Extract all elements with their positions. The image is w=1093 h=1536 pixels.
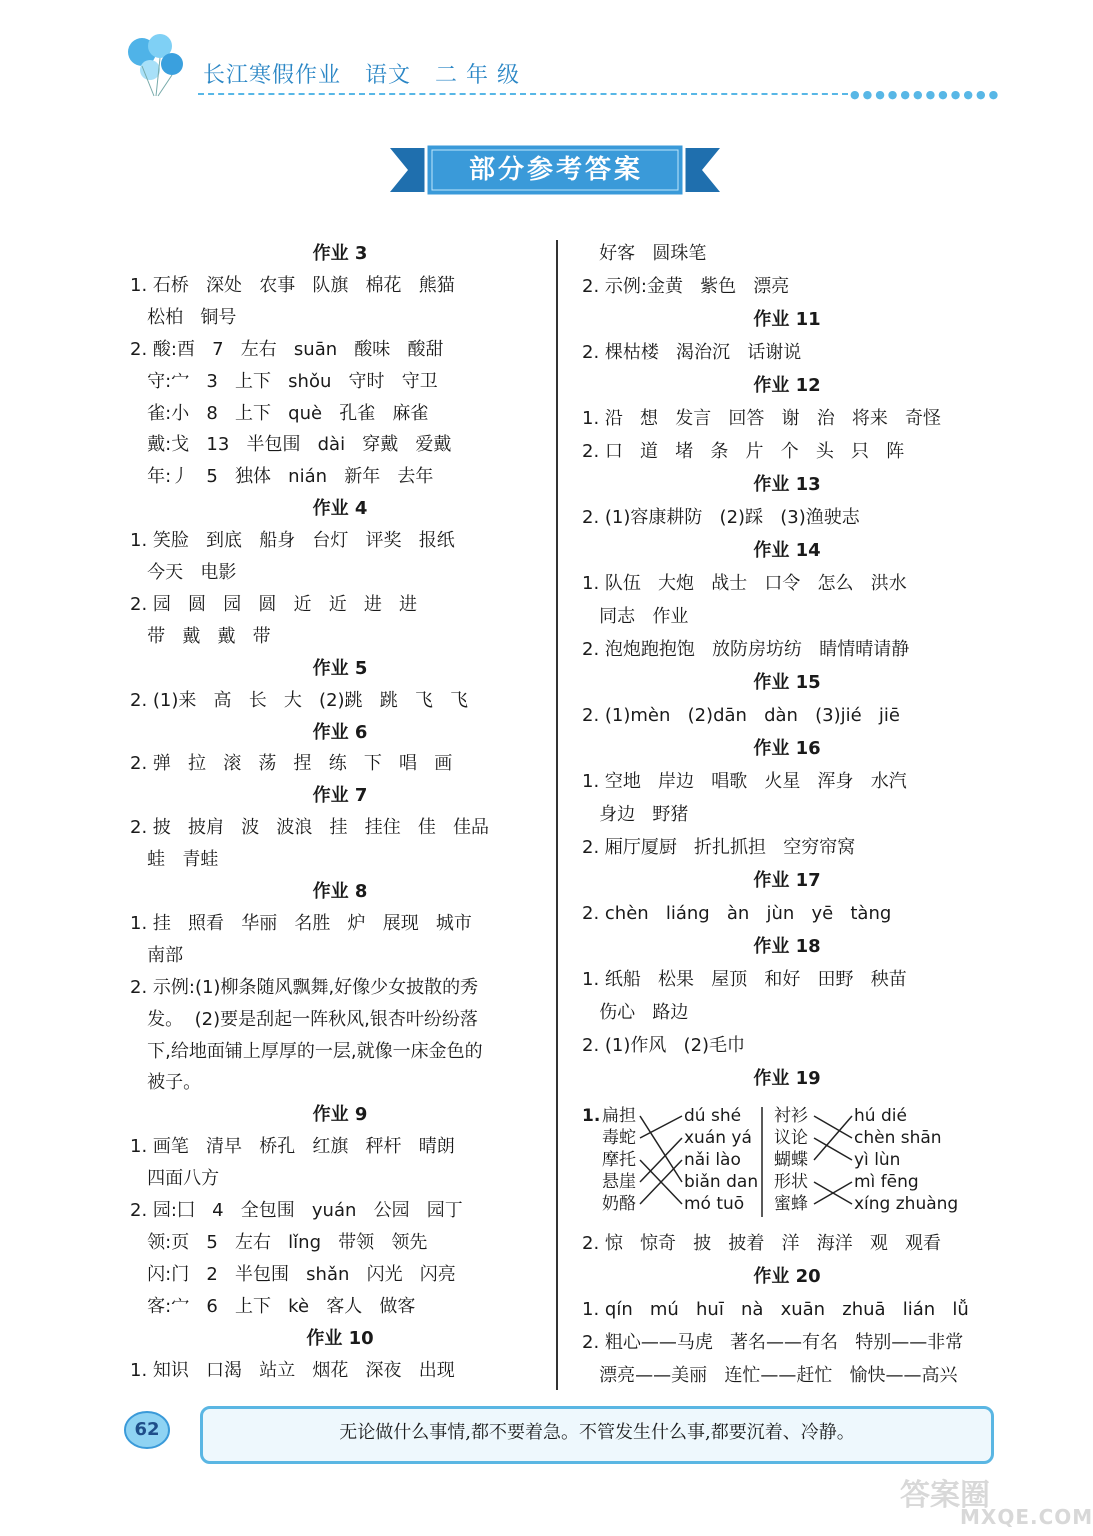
matching-right-words: 蜜蜂 [774,1194,808,1214]
section-heading: 作业 8 [312,881,368,902]
matching-right-pinyin: xíng zhuàng [854,1194,959,1214]
section-heading: 作业 11 [753,309,821,330]
answer-line: 2. chèn liáng àn jùn yē tàng [582,903,892,924]
answer-line: 下,给地面铺上厚厚的一层,就像一床金色的 [130,1040,483,1062]
answer-line: 2. 泡炮跑抱饱 放防房坊纺 睛情晴请静 [582,639,910,660]
matching-exercise [582,1105,982,1223]
answer-line: 2. 示例:(1)柳条随风飘舞,好像少女披散的秀 [130,976,479,998]
answer-line: 2. (1)mèn (2)dān dàn (3)jié jiē [582,705,900,726]
matching-number: 1. [582,1106,601,1126]
answer-line: 同志 作业 [582,606,689,627]
answer-line: 1. 知识 口渴 站立 烟花 深夜 出现 [130,1359,455,1381]
page-header [0,0,1073,110]
answer-line: 闪:门 2 半包围 shǎn 闪光 闪亮 [130,1263,456,1285]
answer-line: 发。 (2)要是刮起一阵秋风,银杏叶纷纷落 [130,1008,478,1030]
answer-line: 好客 圆珠笔 [582,243,707,264]
matching-right-words: 议论 [774,1128,808,1148]
answer-line: 蛙 青蛙 [130,849,219,871]
section-heading: 作业 4 [312,498,368,520]
section-heading: 作业 18 [753,936,821,957]
section-heading: 作业 7 [312,785,368,807]
matching-left-pinyin: mó tuō [684,1194,745,1214]
header-dots: ●●●●●●●●●●●● [850,88,1002,101]
answer-line: 伤心 路边 [582,1002,689,1023]
answer-line: 2. 粗心——马虎 著名——有名 特别——非常 [582,1332,964,1353]
answer-line: 2. 园:囗 4 全包围 yuán 公园 园丁 [130,1200,463,1221]
answer-line: 2. 披 披肩 波 波浪 挂 挂住 佳 佳品 [130,817,490,839]
header-divider [198,93,848,95]
answer-line: 1. 石桥 深处 农事 队旗 棉花 熊猫 [130,274,455,296]
answer-line: 2. 惊 惊奇 披 披着 洋 海洋 观 观看 [582,1233,942,1254]
balloons-icon [120,30,190,100]
section-heading: 作业 15 [753,672,821,693]
answer-line: 松柏 铜号 [130,306,237,328]
answer-line: 2. 弹 拉 滚 荡 捏 练 下 唱 画 [130,753,453,775]
motto-text: 无论做什么事情,都不要着急。不管发生什么事,都要沉着、冷静。 [339,1422,855,1443]
answer-line: 今天 电影 [130,562,237,583]
answer-line: 2. (1)容康耕防 (2)踩 (3)渔驶志 [582,507,860,528]
matching-left-words: 悬崖 [602,1172,636,1192]
section-heading: 作业 13 [753,474,821,495]
answer-line: 2. 口 道 堵 条 片 个 头 只 阵 [582,441,905,462]
column-divider [556,240,558,1390]
section-heading: 作业 12 [753,375,821,396]
matching-left-words: 奶酪 [602,1194,636,1214]
answer-line: 雀:小 8 上下 què 孔雀 麻雀 [130,402,429,424]
answer-line: 客:宀 6 上下 kè 客人 做客 [130,1295,416,1317]
section-heading: 作业 20 [753,1266,821,1287]
answer-line: 1. 纸船 松果 屋顶 和好 田野 秧苗 [582,969,907,990]
matching-left-words: 毒蛇 [602,1128,636,1148]
answer-line: 2. (1)作风 (2)毛巾 [582,1035,746,1056]
matching-right-pinyin: yì lùn [854,1150,901,1170]
watermark-logo: 答案圈 [900,1478,990,1513]
answer-line: 被子。 [130,1072,202,1094]
answer-line: 年:丿 5 独体 nián 新年 去年 [130,466,434,488]
section-heading: 作业 14 [753,540,821,561]
answer-line: 四面八方 [130,1168,220,1190]
answer-line: 2. 棵枯楼 渴治沉 话谢说 [582,342,802,363]
answer-line: 身边 野猪 [582,804,689,825]
answer-line: 1. 沿 想 发言 回答 谢 治 将来 奇怪 [582,408,942,429]
matching-left-pinyin: xuán yá [684,1128,752,1148]
answer-line: 1. 空地 岸边 唱歌 火星 浑身 水汽 [582,771,907,792]
section-heading: 作业 16 [753,738,821,759]
page-number: 62 [134,1419,160,1440]
section-heading: 作业 19 [753,1068,821,1089]
answer-line: 1. 画笔 清早 桥孔 红旗 秤杆 晴朗 [130,1136,455,1158]
matching-left-words: 摩托 [602,1150,636,1170]
section-heading: 作业 17 [753,870,821,891]
section-heading: 作业 6 [312,721,368,743]
answer-line: 1. qín mú huī nà xuān zhuā lián lǚ [582,1299,969,1320]
answer-line: 1. 挂 照看 华丽 名胜 炉 展现 城市 [130,912,472,934]
section-heading: 作业 3 [312,243,368,264]
answer-line: 2. 园 圆 园 圆 近 近 进 进 [130,593,418,615]
section-heading: 作业 10 [306,1327,374,1349]
matching-left-pinyin: biǎn dan [684,1172,759,1192]
section-heading: 作业 9 [312,1104,368,1126]
matching-left-pinyin: nǎi lào [684,1150,741,1170]
answer-line: 领:页 5 左右 lǐng 带领 领先 [130,1231,428,1253]
answer-line: 2. 酸:酉 7 左右 suān 酸味 酸甜 [130,338,444,360]
answer-line: 南部 [130,944,184,966]
answer-line: 漂亮——美丽 连忙——赶忙 愉快——高兴 [582,1365,958,1386]
answer-line: 2. 示例:金黄 紫色 漂亮 [582,276,790,297]
answer-line: 1. 笑脸 到底 船身 台灯 评奖 报纸 [130,530,455,552]
banner-title: 部分参考答案 [468,155,643,185]
answer-line: 守:宀 3 上下 shǒu 守时 守卫 [130,370,438,392]
matching-right-words: 衬衫 [774,1106,808,1126]
matching-right-pinyin: chèn shān [854,1128,942,1148]
header-title: 长江寒假作业 语文 二 年 级 [203,63,520,88]
answer-line: 带 戴 戴 带 [130,625,271,647]
answer-line: 2. (1)来 高 长 大 (2)跳 跳 飞 飞 [130,689,469,711]
matching-right-pinyin: mì fēng [854,1172,919,1192]
matching-right-words: 蝴蝶 [774,1150,808,1170]
answer-line: 戴:戈 13 半包围 dài 穿戴 爱戴 [130,434,452,456]
matching-left-words: 扁担 [602,1106,636,1126]
matching-left-pinyin: dú shé [684,1106,742,1126]
watermark-url: MXQE.COM [960,1505,1093,1529]
matching-right-words: 形状 [774,1172,808,1192]
section-heading: 作业 5 [312,657,368,679]
matching-right-pinyin: hú dié [854,1106,907,1126]
answer-line: 2. 厢厅厦厨 折扎抓担 空穷帘窝 [582,837,856,858]
answer-line: 1. 队伍 大炮 战士 口令 怎么 洪水 [582,573,907,594]
